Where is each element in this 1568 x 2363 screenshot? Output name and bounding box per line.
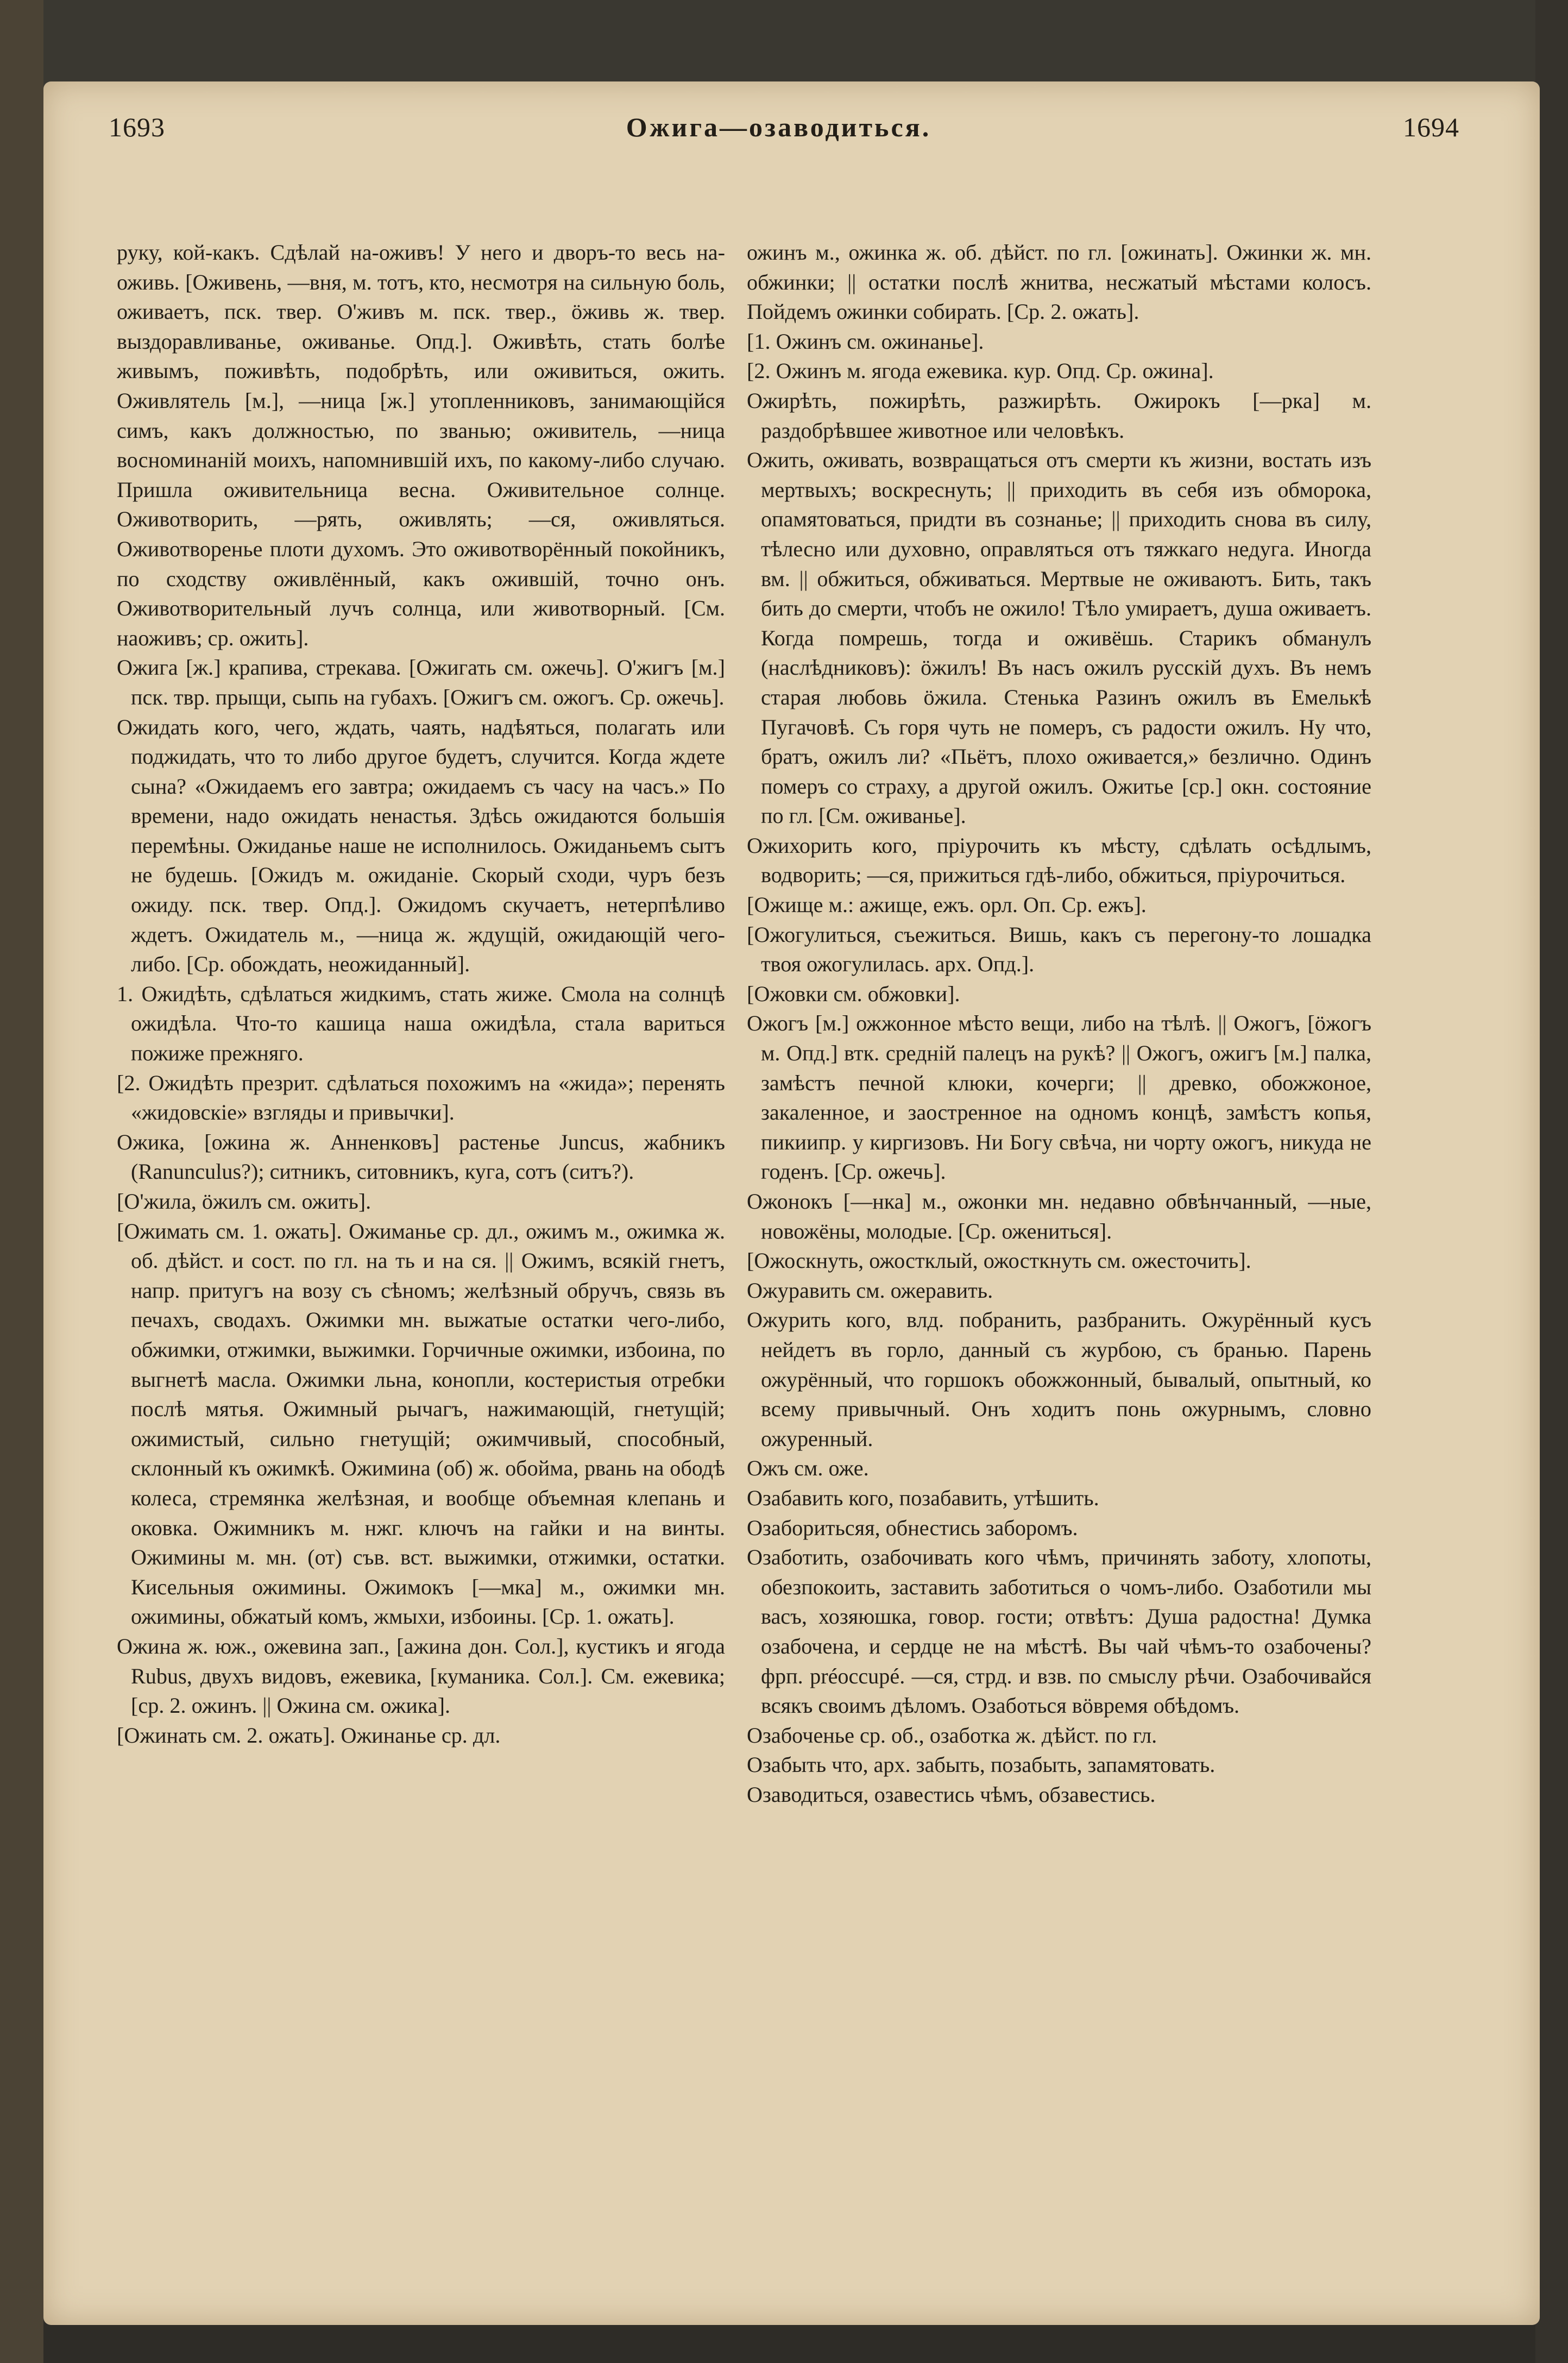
entry-paragraph: [О'жила, ӧжилъ см. ожить].	[117, 1189, 371, 1214]
entry-paragraph: Ожуравить см. ожеравить.	[747, 1278, 993, 1303]
entry-paragraph: [Ожогулиться, съежиться. Вишь, какъ съ перегону-то лошадка твоя ожогулилась. арх. Опд.].	[747, 922, 1371, 977]
page-number-right: 1694	[1403, 112, 1459, 142]
entry-paragraph: Ожирѣть, пожирѣть, разжирѣть. Ожирокъ [—рка] м. раздобрѣвшее животное или человѣкъ.	[747, 388, 1371, 443]
cover-edge	[1535, 0, 1568, 2363]
entry-paragraph: Озаводиться, озавестись чѣмъ, обзавестись.	[747, 1782, 1156, 1807]
entry-paragraph: Ожить, оживать, возвращаться отъ смерти къ жизни, востать изъ мертвыхъ; воскреснуть; || приходить въ себя изъ обморока, опамятоваться, придти въ сознанье; || приходить снова въ силу, тѣлесно или духовно, оправляться отъ тяжкаго недуга. Иногда вм. || обжиться, обживаться. Мертвые не оживаютъ. Бить, такъ бить до смерти, чтобъ не ожило! Тѣло умираетъ, душа оживаетъ. Когда помрешь, тогда и оживёшь. Старикъ обманулъ (наслѣдниковъ): ӧжилъ! Въ насъ ожилъ русскій духъ. Въ немъ старая любовь ӧжила. Стенька Разинъ ожилъ въ Емелькѣ Пугачовѣ. Съ горя чуть не померъ, съ радости ожилъ. Ну что, братъ, ожилъ ли? «Пьётъ, плохо оживается,» безлично. Одинъ померъ со страху, а другой ожилъ. Ожитье [ср.] окн. состояние по гл. [См. оживанье].	[747, 448, 1371, 828]
entry-paragraph: Ожъ см. оже.	[747, 1456, 869, 1481]
entry-paragraph: Озаборитьсяя, обнестись заборомъ.	[747, 1515, 1078, 1540]
entry-paragraph: Ожидать кого, чего, ждать, чаять, надѣяться, полагать или поджидать, что то либо другое будетъ, случится. Когда ждете сына? «Ожидаемъ его завтра; ожидаемъ съ часу на часъ.» По времени, надо ожидать ненастья. Здѣсь ожидаются большія перемѣны. Ожиданье наше не исполнилось. Ожиданьемъ сытъ не будешь. [Ожидъ м. ожиданіе. Скорый сходи, чуръ безъ ожиду. пск. твер. Опд.]. Ожидомъ скучаетъ, нетерпѣливо ждетъ. Ожидатель м., —ница ж. ждущій, ожидающій чего-либо. [Ср. обождать, неожиданный].	[117, 714, 725, 977]
previous-page-edge	[0, 0, 43, 2363]
entry-paragraph: Ожина ж. юж., ожевина зап., [ажина дон. Сол.], кустикъ и ягода Rubus, двухъ видовъ, ежевика, [куманика. Сол.]. См. ежевика; [ср. 2. ожинъ. || Ожина см. ожика].	[117, 1633, 725, 1718]
entry-paragraph: Озабыть что, арх. забыть, позабыть, запамятовать.	[747, 1752, 1216, 1777]
entry-paragraph: [Ожимать см. 1. ожать]. Ожиманье ср. дл., ожимъ м., ожимка ж. об. дѣйст. и сост. по гл. на ть и на ся. || Ожимъ, всякій гнетъ, напр. притугъ на возу съ сѣномъ; желѣзный обручъ, связь въ печахъ, сводахъ. Ожимки мн. выжатые остатки чего-либо, обжимки, отжимки, выжимки. Горчичные ожимки, избоина, по выгнетѣ масла. Ожимки льна, конопли, костеристыя отребки послѣ мятья. Ожимный рычагъ, нажимающій, гнетущій; ожимистый, сильно гнетущій; ожимчивый, способный, склонный къ ожимкѣ. Ожимина (об) ж. обойма, рвань на ободѣ колеса, стремянка желѣзная, и вообще объемная клепань и оковка. Ожимникъ м. нжг. ключъ на гайки и на винты. Ожимины м. мн. (от) съв. вст. выжимки, отжимки, остатки. Кисельныя ожимины. Ожимокъ [—мка] м., ожимки мн. ожимины, обжатый комъ, жмыхи, избоины. [Ср. 1. ожать].	[117, 1218, 725, 1629]
running-head: Ожига—озаводиться.	[626, 112, 931, 142]
entry-paragraph: [Ожинать см. 2. ожать]. Ожинанье ср. дл.	[117, 1723, 501, 1748]
entry-paragraph: [Ожище м.: ажище, ежъ. орл. Оп. Ср. ежъ].	[747, 893, 1147, 917]
entry-paragraph: [2. Ожинъ м. ягода ежевика. кур. Опд. Ср. ожина].	[747, 359, 1214, 384]
entry-paragraph: 1. Ожидѣть, сдѣлаться жидкимъ, стать жиже. Смола на солнцѣ ожидѣла. Что-то кашица наша ожидѣла, стала вариться пожиже прежняго.	[117, 981, 725, 1066]
entry-paragraph: Ожогъ [м.] ожжонное мѣсто вещи, либо на тѣлѣ. || Ожогъ, [ӧжогъ м. Опд.] втк. средній палецъ на рукѣ? || Ожогъ, ожигъ [м.] палка, замѣстъ печной клюки, кочерги; || древко, обожжоное, закаленное, и заостренное на одномъ концѣ, замѣстъ копья, пикиипр. у киргизовъ. Ни Богу свѣча, ни чорту ожогъ, никуда не годенъ. [Ср. ожечь].	[747, 1011, 1371, 1184]
entry-paragraph: Ожонокъ [—нка] м., ожонки мн. недавно обвѣнчанный, —ные, новожёны, молодые. [Ср. ожениться].	[747, 1189, 1371, 1243]
entry-paragraph: руку, кой-какъ. Сдѣлай на-оживъ! У него и дворъ-то весь на-оживь. [Оживень, —вня, м. тотъ, кто, несмотря на сильную боль, оживаетъ, пск. твер. О'живъ м. пск. твер., ӧживь ж. твер. выздоравливанье, оживанье. Опд.]. Оживѣть, стать болѣе живымъ, поживѣть, подобрѣть, или оживиться, ожить. Оживлятель [м.], —ница [ж.] утопленниковъ, занимающійся симъ, какъ должностью, по званью; оживитель, —ница восноминаній моихъ, напомнившій ихъ, по какому-либо случаю. Пришла оживительница весна. Оживительное солнце. Оживотворить, —рять, оживлять; —ся, оживляться. Оживотворенье плоти духомъ. Это оживотворённый покойникъ, по сходству оживлённый, какъ ожившій, точно онъ. Оживотворительный лучъ солнца, или животворный. [См. наоживъ; ср. ожить].	[117, 240, 725, 650]
book-binding	[0, 0, 1568, 92]
entry-paragraph: Озаботить, озабочивать кого чѣмъ, причинять заботу, хлопоты, обезпокоить, заставить заботиться о чомъ-либо. Озаботили мы васъ, хозяюшка, говор. гости; отвѣтъ: Душа радостна! Думка озабочена, и сердце не на мѣстѣ. Вы чай чѣмъ-то озабочены? фрп. préoccupé. —ся, стрд. и взв. по смыслу рѣчи. Озабочивайся всякъ своимъ дѣломъ. Озаботься вöвремя обѣдомъ.	[747, 1545, 1371, 1718]
entry-paragraph: [1. Ожинъ см. ожинанье].	[747, 329, 984, 354]
entry-paragraph: Ожихорить кого, пріурочить къ мѣсту, сдѣлать осѣдлымъ, водворить; —ся, прижиться гдѣ-либо, обжиться, пріурочиться.	[747, 833, 1371, 888]
entry-paragraph: Ожига [ж.] крапива, стрекава. [Ожигать см. ожечь]. О'жигъ [м.] пск. твр. прыщи, сыпь на губахъ. [Ожигъ см. ожогъ. Ср. ожечь].	[117, 655, 725, 709]
entry-paragraph: [2. Ожидѣть презрит. сдѣлаться похожимъ на «жида»; перенять «жидовскіе» взгляды и привычки].	[117, 1070, 725, 1125]
entry-paragraph: [Ожовки см. обжовки].	[747, 981, 960, 1006]
left-column	[117, 238, 725, 1750]
page-number-left: 1693	[109, 112, 165, 142]
entry-paragraph: Ожика, [ожина ж. Анненковъ] растенье Juncus, жабникъ (Ranunculus?); ситникъ, ситовникъ, куга, сотъ (ситъ?).	[117, 1129, 725, 1184]
entry-paragraph: Озабавить кого, позабавить, утѣшить.	[747, 1485, 1099, 1510]
page-header	[65, 111, 1492, 155]
entry-paragraph: Ожурить кого, влд. побранить, разбранить. Ожурённый кусъ нейдетъ въ горло, данный съ журбою, съ бранью. Парень ожурённый, что горшокъ обожжонный, бывалый, опытный, ко всему привычный. Онъ ходитъ понь ожурнымъ, словно ожуренный.	[747, 1308, 1371, 1451]
right-column	[747, 238, 1371, 1809]
entry-paragraph: ожинъ м., ожинка ж. об. дѣйст. по гл. [ожинать]. Ожинки ж. мн. обжинки; || остатки послѣ жнитва, несжатый мѣстами колосъ. Пойдемъ ожинки собирать. [Ср. 2. ожать].	[747, 240, 1371, 324]
entry-paragraph: [Ожоскнуть, ожостклый, ожосткнуть см. ожесточить].	[747, 1248, 1251, 1273]
entry-paragraph: Озабоченье ср. об., озаботка ж. дѣйст. по гл.	[747, 1723, 1157, 1748]
